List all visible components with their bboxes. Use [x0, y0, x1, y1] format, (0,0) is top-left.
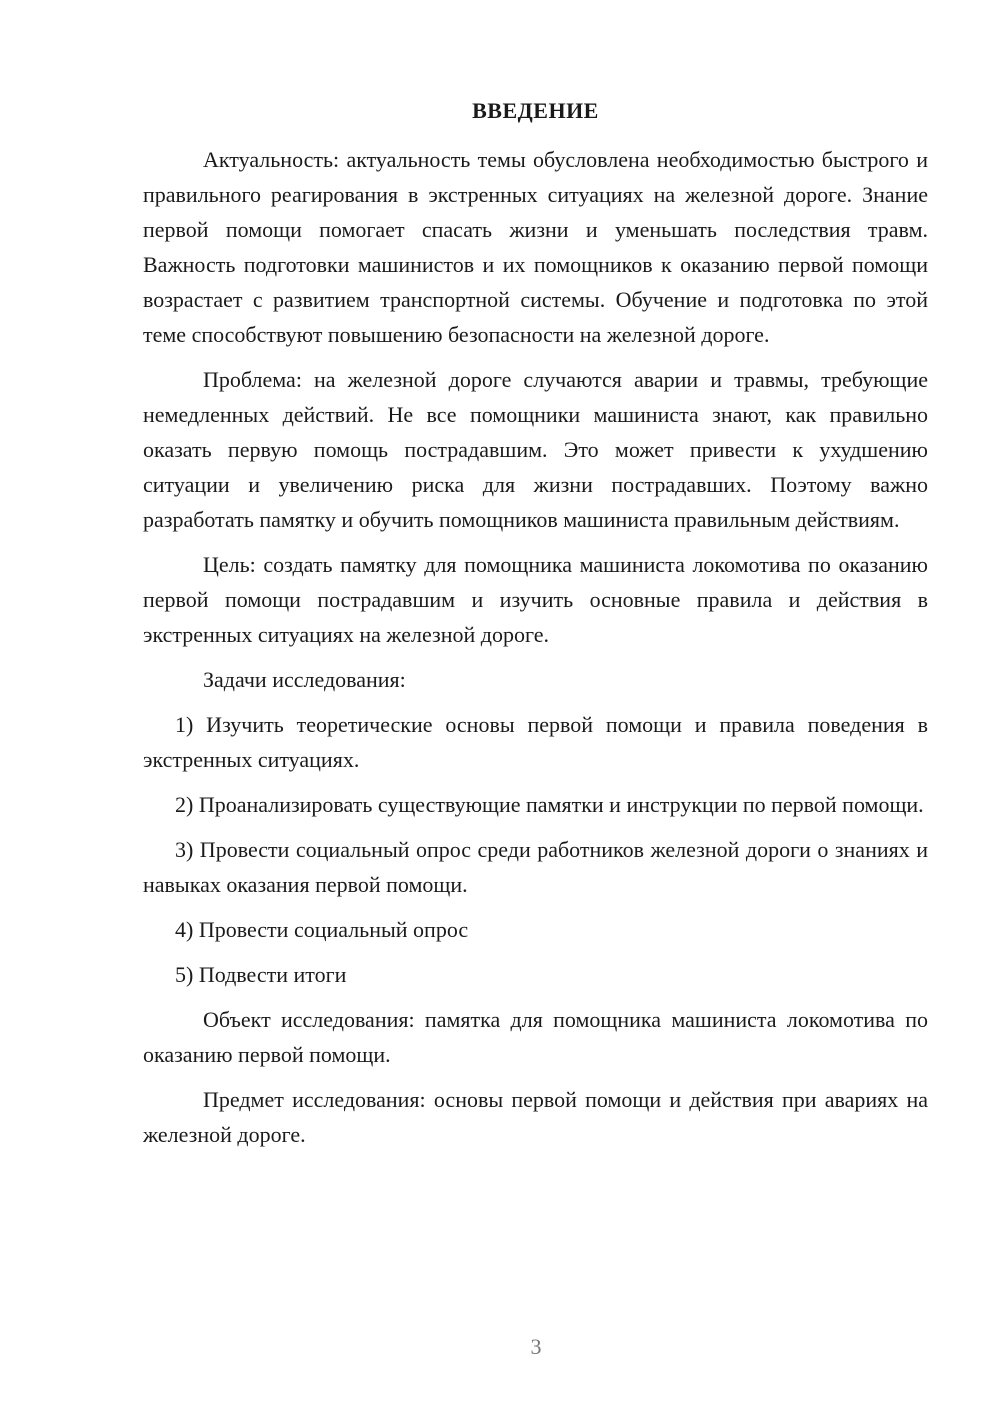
problem-paragraph: Проблема: на железной дороге случаются аварии и травмы, требующие немедленных действий. Не все помощники машиниста знают, как правильно оказать первую помощь пострадавшим. Это может привести к ухудшению ситуации и увеличению риска для жизни пострадавших. Поэтому важно разработать памятку и обучить помощников машиниста правильным действиям. — [143, 367, 928, 532]
page-number: 3 — [530, 1334, 542, 1359]
subject-paragraph: Предмет исследования: основы первой помощи и действия при авариях на железной дороге. — [143, 1087, 928, 1147]
object-paragraph: Объект исследования: памятка для помощника машиниста локомотива по оказанию первой помощи. — [143, 1007, 928, 1067]
task-item-5: 5) Подвести итоги — [175, 962, 347, 987]
task-item-3: 3) Провести социальный опрос среди работников железной дороги о знаниях и навыках оказания первой помощи. — [143, 837, 928, 897]
task-item-4: 4) Провести социальный опрос — [175, 917, 469, 942]
relevance-paragraph: Актуальность: актуальность темы обусловлена необходимостью быстрого и правильного реагирования в экстренных ситуациях на железной дороге. Знание первой помощи помогает спасать жизни и уменьшать последствия травм. Важность подготовки машинистов и их помощников к оказанию первой помощи возрастает с развитием транспортной системы. Обучение и подготовка по этой теме способствуют повышению безопасности на железной дороге. — [143, 147, 928, 347]
document-title: ВВЕДЕНИЕ — [472, 98, 599, 123]
document-page — [143, 93, 928, 1162]
task-item-2: 2) Проанализировать существующие памятки и инструкции по первой помощи. — [175, 792, 924, 817]
tasks-heading: Задачи исследования: — [203, 667, 406, 692]
tasks-list — [143, 707, 928, 992]
task-item-1: 1) Изучить теоретические основы первой помощи и правила поведения в экстренных ситуациях. — [143, 712, 928, 772]
goal-paragraph: Цель: создать памятку для помощника машиниста локомотива по оказанию первой помощи пострадавшим и изучить основные правила и действия в экстренных ситуациях на железной дороге. — [143, 552, 928, 647]
